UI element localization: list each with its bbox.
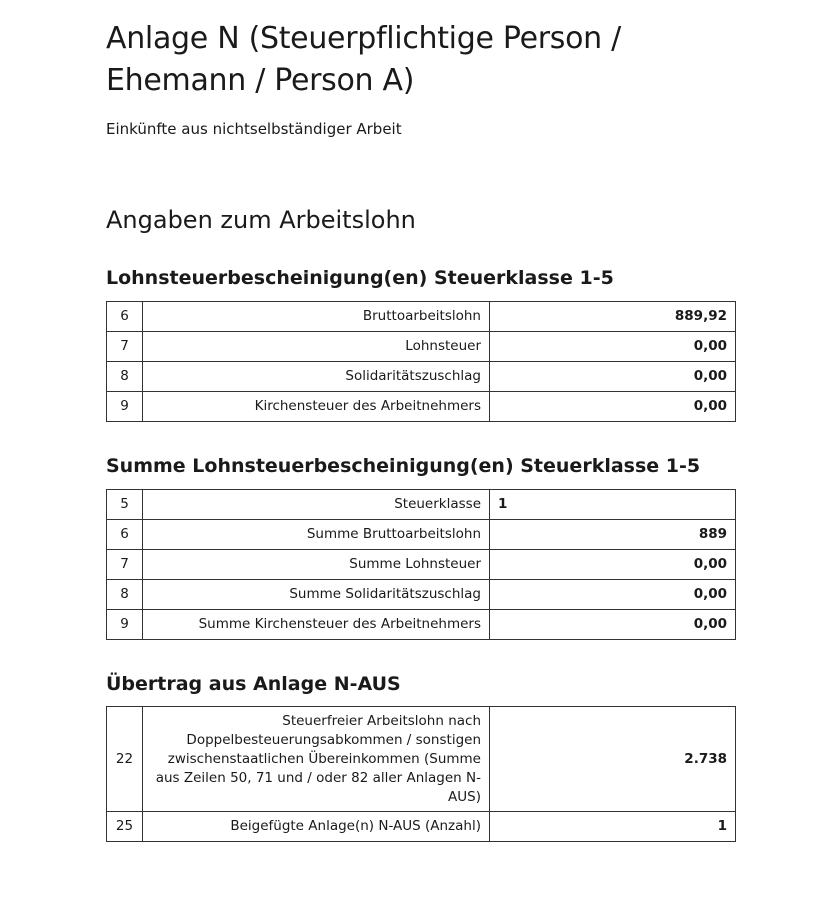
row-value: 0,00	[490, 332, 736, 362]
line-number: 7	[107, 332, 143, 362]
row-label: Solidaritätszuschlag	[143, 362, 490, 392]
line-number: 6	[107, 302, 143, 332]
page-title: Anlage N (Steuerpflichtige Person / Ehemann / Person A)	[106, 21, 621, 98]
lohnsteuer-table	[106, 301, 736, 422]
row-value: 0,00	[490, 550, 736, 580]
table-row	[107, 580, 736, 610]
line-number: 5	[107, 490, 143, 520]
row-value: 2.738	[490, 707, 736, 812]
table-row	[107, 707, 736, 812]
row-value: 889,92	[490, 302, 736, 332]
row-value: 1	[490, 812, 736, 842]
row-label: Steuerfreier Arbeitslohn nach Doppelbesteuerungsabkommen / sonstigen zwischenstaatlichen Übereinkommen (Summe aus Zeilen 50, 71 und / oder 82 aller Anlagen N-AUS)	[143, 707, 490, 812]
line-number: 8	[107, 362, 143, 392]
line-number: 22	[107, 707, 143, 812]
summe-table	[106, 489, 736, 640]
lohnsteuer-heading: Lohnsteuerbescheinigung(en) Steuerklasse 1-5	[106, 267, 614, 289]
row-label: Summe Bruttoarbeitslohn	[143, 520, 490, 550]
line-number: 8	[107, 580, 143, 610]
line-number: 25	[107, 812, 143, 842]
row-label: Kirchensteuer des Arbeitnehmers	[143, 392, 490, 422]
table-row	[107, 302, 736, 332]
table-row	[107, 550, 736, 580]
row-value: 0,00	[490, 610, 736, 640]
table-row	[107, 520, 736, 550]
line-number: 9	[107, 392, 143, 422]
table-row	[107, 490, 736, 520]
row-label: Summe Solidaritätszuschlag	[143, 580, 490, 610]
line-number: 6	[107, 520, 143, 550]
row-value: 1	[490, 490, 736, 520]
page-subtitle: Einkünfte aus nichtselbständiger Arbeit	[106, 120, 402, 138]
table-row	[107, 610, 736, 640]
section-title: Angaben zum Arbeitslohn	[106, 206, 416, 234]
row-value: 0,00	[490, 392, 736, 422]
row-label: Bruttoarbeitslohn	[143, 302, 490, 332]
row-label: Summe Kirchensteuer des Arbeitnehmers	[143, 610, 490, 640]
row-value: 0,00	[490, 362, 736, 392]
table-row	[107, 392, 736, 422]
summe-heading: Summe Lohnsteuerbescheinigung(en) Steuerklasse 1-5	[106, 455, 701, 477]
row-label: Lohnsteuer	[143, 332, 490, 362]
uebertrag-table	[106, 706, 736, 842]
row-label: Beigefügte Anlage(n) N-AUS (Anzahl)	[143, 812, 490, 842]
table-row	[107, 812, 736, 842]
line-number: 7	[107, 550, 143, 580]
row-label: Summe Lohnsteuer	[143, 550, 490, 580]
uebertrag-heading: Übertrag aus Anlage N-AUS	[106, 673, 401, 695]
row-value: 0,00	[490, 580, 736, 610]
row-label: Steuerklasse	[143, 490, 490, 520]
line-number: 9	[107, 610, 143, 640]
table-row	[107, 332, 736, 362]
row-value: 889	[490, 520, 736, 550]
table-row	[107, 362, 736, 392]
